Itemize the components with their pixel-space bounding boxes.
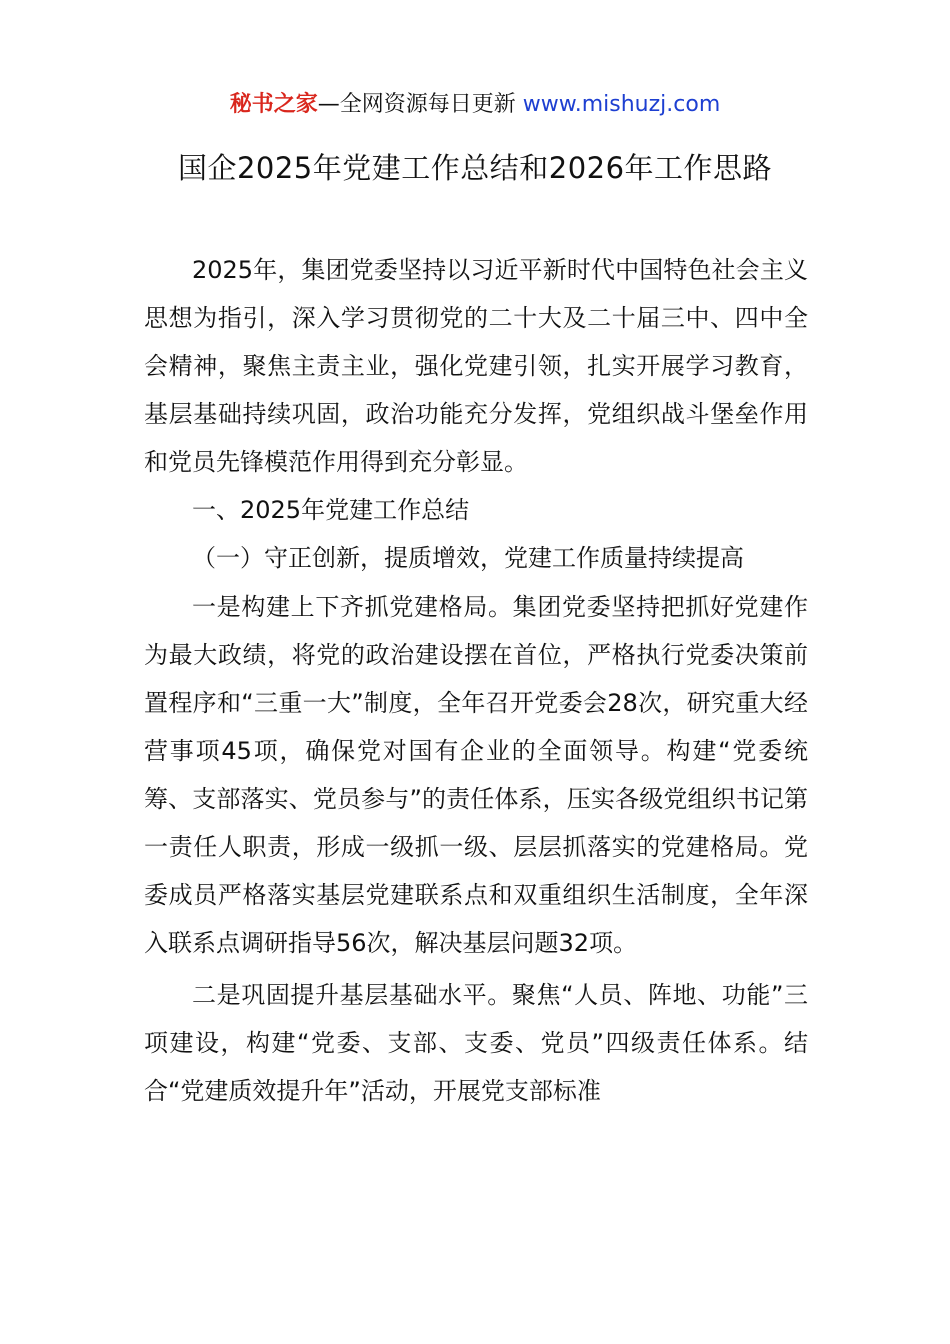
document-title: 国企2025年党建工作总结和2026年工作思路 xyxy=(177,151,773,185)
document-body xyxy=(144,246,808,1115)
banner-tagline: 全网资源每日更新 xyxy=(339,92,523,117)
subsection-heading: （一）守正创新，提质增效，党建工作质量持续提高 xyxy=(192,544,744,572)
site-banner xyxy=(0,88,950,122)
section-heading: 一、2025年党建工作总结 xyxy=(192,496,470,524)
intro-paragraph: 2025年，集团党委坚持以习近平新时代中国特色社会主义思想为指引，深入学习贯彻党的二十大及二十届三中、四中全会精神，聚焦主责主业，强化党建引领，扎实开展学习教育，基层基础持续巩固，政治功能充分发挥，党组织战斗堡垒作用和党员先锋模范作用得到充分彰显。 xyxy=(144,256,808,476)
paragraph-one: 一是构建上下齐抓党建格局。集团党委坚持把抓好党建作为最大政绩，将党的政治建设摆在首位，严格执行党委决策前置程序和“三重一大”制度，全年召开党委会28次，研究重大经营事项45项，确保党对国有企业的全面领导。构建“党委统筹、支部落实、党员参与”的责任体系，压实各级党组织书记第一责任人职责，形成一级抓一级、层层抓落实的党建格局。党委成员严格落实基层党建联系点和双重组织生活制度，全年深入联系点调研指导56次，解决基层问题32项。 xyxy=(144,593,808,957)
brand-name: 秘书之家 xyxy=(229,92,318,117)
paragraph-two: 二是巩固提升基层基础水平。聚焦“人员、阵地、功能”三项建设，构建“党委、支部、支委、党员”四级责任体系。结合“党建质效提升年”活动，开展党支部标准 xyxy=(144,981,808,1105)
site-url-link[interactable]: www.mishuzj.com xyxy=(522,92,721,117)
banner-dash: — xyxy=(317,92,340,117)
